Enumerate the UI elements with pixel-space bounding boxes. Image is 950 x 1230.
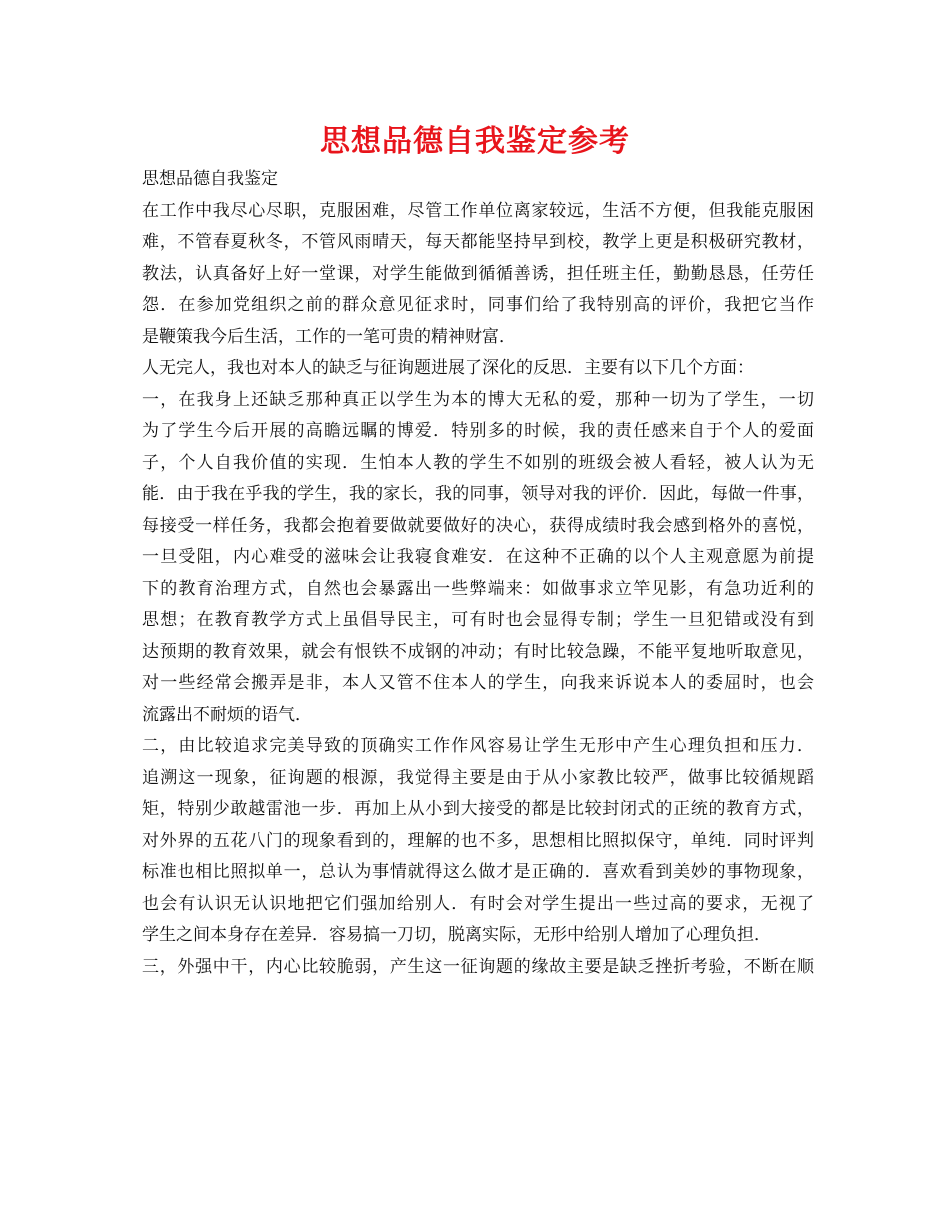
paragraph-line: 三，外强中干，内心比较脆弱，产生这一征询题的缘故主要是缺乏挫折考验，不断在顺: [142, 956, 814, 977]
paragraph-line: 流露出不耐烦的语气．: [142, 704, 312, 725]
paragraph-line: 一，在我身上还缺乏那种真正以学生为本的博大无私的爱，那种一切为了学生，一切: [142, 389, 814, 410]
paragraph-line: 下的教育治理方式，自然也会暴露出一些弊端来：如做事求立竿见影，有急功近利的: [142, 578, 814, 599]
paragraph-line: 也会有认识无认识地把它们强加给别人．有时会对学生提出一些过高的要求，无视了: [142, 893, 814, 914]
paragraph-line: 矩，特别少敢越雷池一步．再加上从小到大接受的都是比较封闭式的正统的教育方式，: [142, 799, 814, 819]
paragraph-line: 追溯这一现象，征询题的根源，我觉得主要是由于从小家教比较严，做事比较循规蹈: [142, 767, 814, 788]
paragraph-line: 能．由于我在乎我的学生，我的家长，我的同事，领导对我的评价．因此，每做一件事，: [142, 484, 814, 504]
paragraph-line: 对外界的五花八门的现象看到的，理解的也不多，思想相比照拟保守，单纯．同时评判: [142, 830, 814, 851]
paragraph-line: 二，由比较追求完美导致的顶确实工作作风容易让学生无形中产生心理负担和压力．: [142, 736, 814, 756]
document-title: 思想品德自我鉴定参考: [320, 124, 630, 159]
paragraph-line: 怨．在参加党组织之前的群众意见征求时，同事们给了我特别高的评价，我把它当作: [142, 295, 814, 315]
paragraph-line: 标准也相比照拟单一，总认为事情就得这么做才是正确的．喜欢看到美妙的事物现象，: [142, 862, 814, 882]
subtitle-line: 思想品德自我鉴定: [142, 169, 278, 189]
document-body: [142, 164, 814, 983]
paragraph-line: 为了学生今后开展的高瞻远瞩的博爱．特别多的时候，我的责任感来自于个人的爱面: [142, 421, 814, 441]
paragraph-line: 对一些经常会搬弄是非，本人又管不住本人的学生，向我来诉说本人的委屈时，也会: [142, 673, 814, 693]
paragraph-line: 教法，认真备好上好一堂课，对学生能做到循循善诱，担任班主任，勤勤恳恳，任劳任: [142, 263, 814, 284]
paragraph-line: 子，个人自我价值的实现．生怕本人教的学生不如别的班级会被人看轻，被人认为无: [142, 452, 814, 473]
paragraph-line: 难，不管春夏秋冬，不管风雨晴天，每天都能坚持早到校，教学上更是积极研究教材，: [142, 232, 814, 252]
paragraph-line: 每接受一样任务，我都会抱着要做就要做好的决心，获得成绩时我会感到格外的喜悦，: [142, 515, 814, 536]
paragraph-line: 学生之间本身存在差异．容易搞一刀切，脱离实际，无形中给别人增加了心理负担．: [142, 925, 771, 945]
paragraph-line: 是鞭策我今后生活，工作的一笔可贵的精神财富．: [142, 326, 516, 347]
paragraph-line: 一旦受阻，内心难受的滋味会让我寝食难安．在这种不正确的以个人主观意愿为前提: [142, 547, 814, 567]
paragraph-line: 人无完人，我也对本人的缺乏与征询题进展了深化的反思．主要有以下几个方面：: [142, 358, 754, 378]
paragraph-line: 在工作中我尽心尽职，克服困难，尽管工作单位离家较远，生活不方便，但我能克服困: [142, 200, 814, 221]
paragraph-line: 达预期的教育效果，就会有恨铁不成钢的冲动；有时比较急躁，不能平复地听取意见，: [142, 641, 814, 662]
paragraph-line: 思想；在教育教学方式上虽倡导民主，可有时也会显得专制；学生一旦犯错或没有到: [142, 610, 814, 630]
